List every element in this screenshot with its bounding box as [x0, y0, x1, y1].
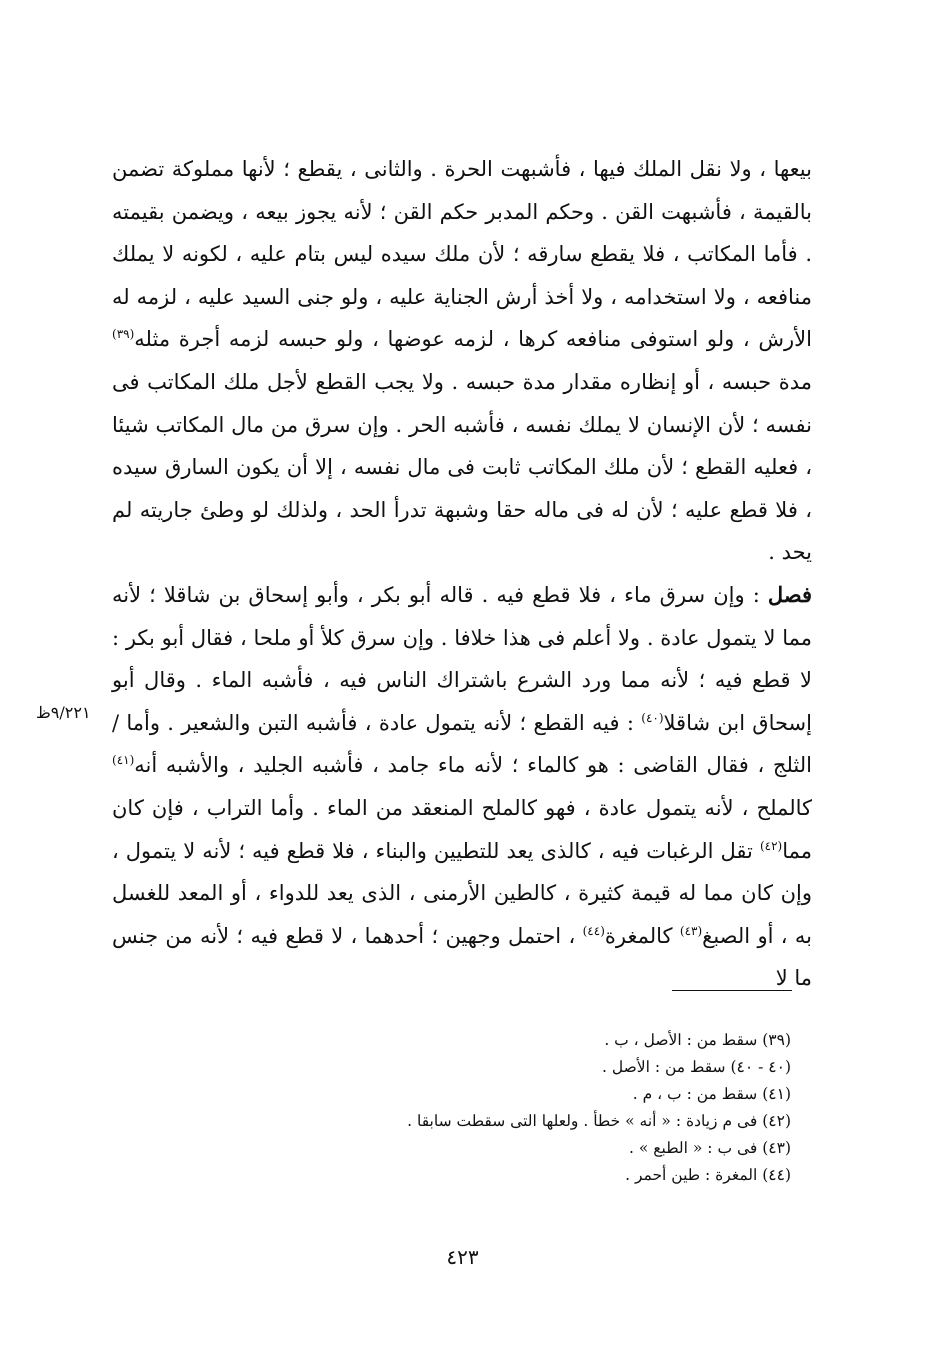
footnotes-list	[231, 1027, 791, 1189]
footnote-item: (٤٣) فى ب : « الطبع » .	[629, 1139, 791, 1157]
paragraph-text: تقل الرغبات فيه ، كالذى يعد للتطيين والبناء ، فلا قطع فيه ؛ لأنه لا يتمول ، وإن كان مما له قيمة كثيرة ، كالطين الأرمنى ، الذى يعد للدواء ، أو المعد للغسل به ، أو الصبغ	[112, 838, 812, 948]
paragraph-text: : فيه القطع ؛ لأنه يتمول عادة ، فأشبه التبن والشعير . وأما / الثلج ، فقال القاضى : هو كالماء ؛ لأنه ماء جامد ، فأشبه الجليد ، والأشبه أنه	[112, 710, 812, 778]
footnote-ref-44[interactable]: (٤٤)	[582, 923, 605, 938]
footnote-item: (٤٠ - ٤٠) سقط من : الأصل .	[602, 1058, 791, 1076]
paragraph-text: كالمغرة	[604, 923, 680, 948]
paragraph-theft-slaves	[112, 148, 812, 574]
footnote-item: (٣٩) سقط من : الأصل ، ب .	[604, 1031, 791, 1049]
page-number: ٤٢٣	[446, 1245, 479, 1269]
footnote-item: (٤١) سقط من : ب ، م .	[632, 1085, 791, 1103]
paragraph-text: مدة حبسه ، أو إنظاره مقدار مدة حبسه . ولا يجب القطع لأجل ملك المكاتب فى نفسه ؛ لأن الإنسان لا يملك نفسه ، فأشبه الحر . وإن سرق من مال المكاتب شيئا ، فعليه القطع ؛ لأن ملك المكاتب ثابت فى مال نفسه ، إلا أن يكون السارق سيده ، فلا قطع عليه ؛ لأن له فى ماله حقا وشبهة تدرأ الحد ، ولذلك لو وطئ جاريته لم يحد .	[112, 369, 812, 565]
paragraph-text: بيعها ، ولا نقل الملك فيها ، فأشبهت الحرة . والثانى ، يقطع ؛ لأنها مملوكة تضمن بالقيمة ، فأشبهت القن . وحكم المدبر حكم القن ؛ لأنه يجوز بيعه ، ويضمن بقيمته . فأما المكاتب ، فلا يقطع سارقه ؛ لأن ملك سيده ليس بتام عليه ، لكونه لا يملك منافعه ، ولا استخدامه ، ولا أخذ أرش الجناية عليه ، ولو جنى السيد عليه ، لزمه له الأرش ، ولو استوفى منافعه كرها ، لزمه عوضها ، ولو حبسه لزمه أجرة مثله	[112, 157, 812, 352]
paragraph-text: كالملح ، لأنه يتمول عادة ، فهو كالملح المنعقد من الماء . وأما التراب ، فإن كان مما	[112, 795, 812, 863]
footnote-ref-39[interactable]: (٣٩)	[112, 327, 135, 342]
section-heading: فصل	[767, 581, 812, 607]
footnote-item: (٤٢) فى م زيادة : « أنه » خطأ . ولعلها التى سقطت سابقا .	[407, 1112, 791, 1130]
footnote-separator	[672, 990, 792, 991]
footnote-ref-43[interactable]: (٤٣)	[679, 923, 703, 938]
paragraph-text: : وإن سرق ماء ، فلا قطع فيه . قاله أبو بكر ، وأبو إسحاق بن شاقلا ؛ لأنه مما لا يتمول عادة . ولا أعلم فى هذا خلافا . وإن سرق كلأ أو ملحا ، فقال أبو بكر : لا قطع فيه ؛ لأنه مما ورد الشرع باشتراك الناس فيه ، فأشبه الماء . وقال أبو إسحاق ابن شاقلا	[112, 582, 812, 735]
footnote-ref-42[interactable]: (٤٢)	[759, 838, 783, 853]
paragraph-theft-water	[112, 574, 812, 1000]
footnote-item: (٤٤) المغرة : طين أحمر .	[625, 1166, 791, 1184]
manuscript-margin-note: ٩/٢٢١ظ	[36, 703, 91, 722]
footnote-ref-41[interactable]: (٤١)	[112, 753, 135, 768]
footnote-ref-40[interactable]: (٤٠)	[641, 710, 664, 725]
main-text	[112, 148, 812, 1000]
paragraph-text: ، احتمل وجهين ؛ أحدهما ، لا قطع فيه ؛ لأنه من جنس ما لا	[112, 923, 812, 991]
